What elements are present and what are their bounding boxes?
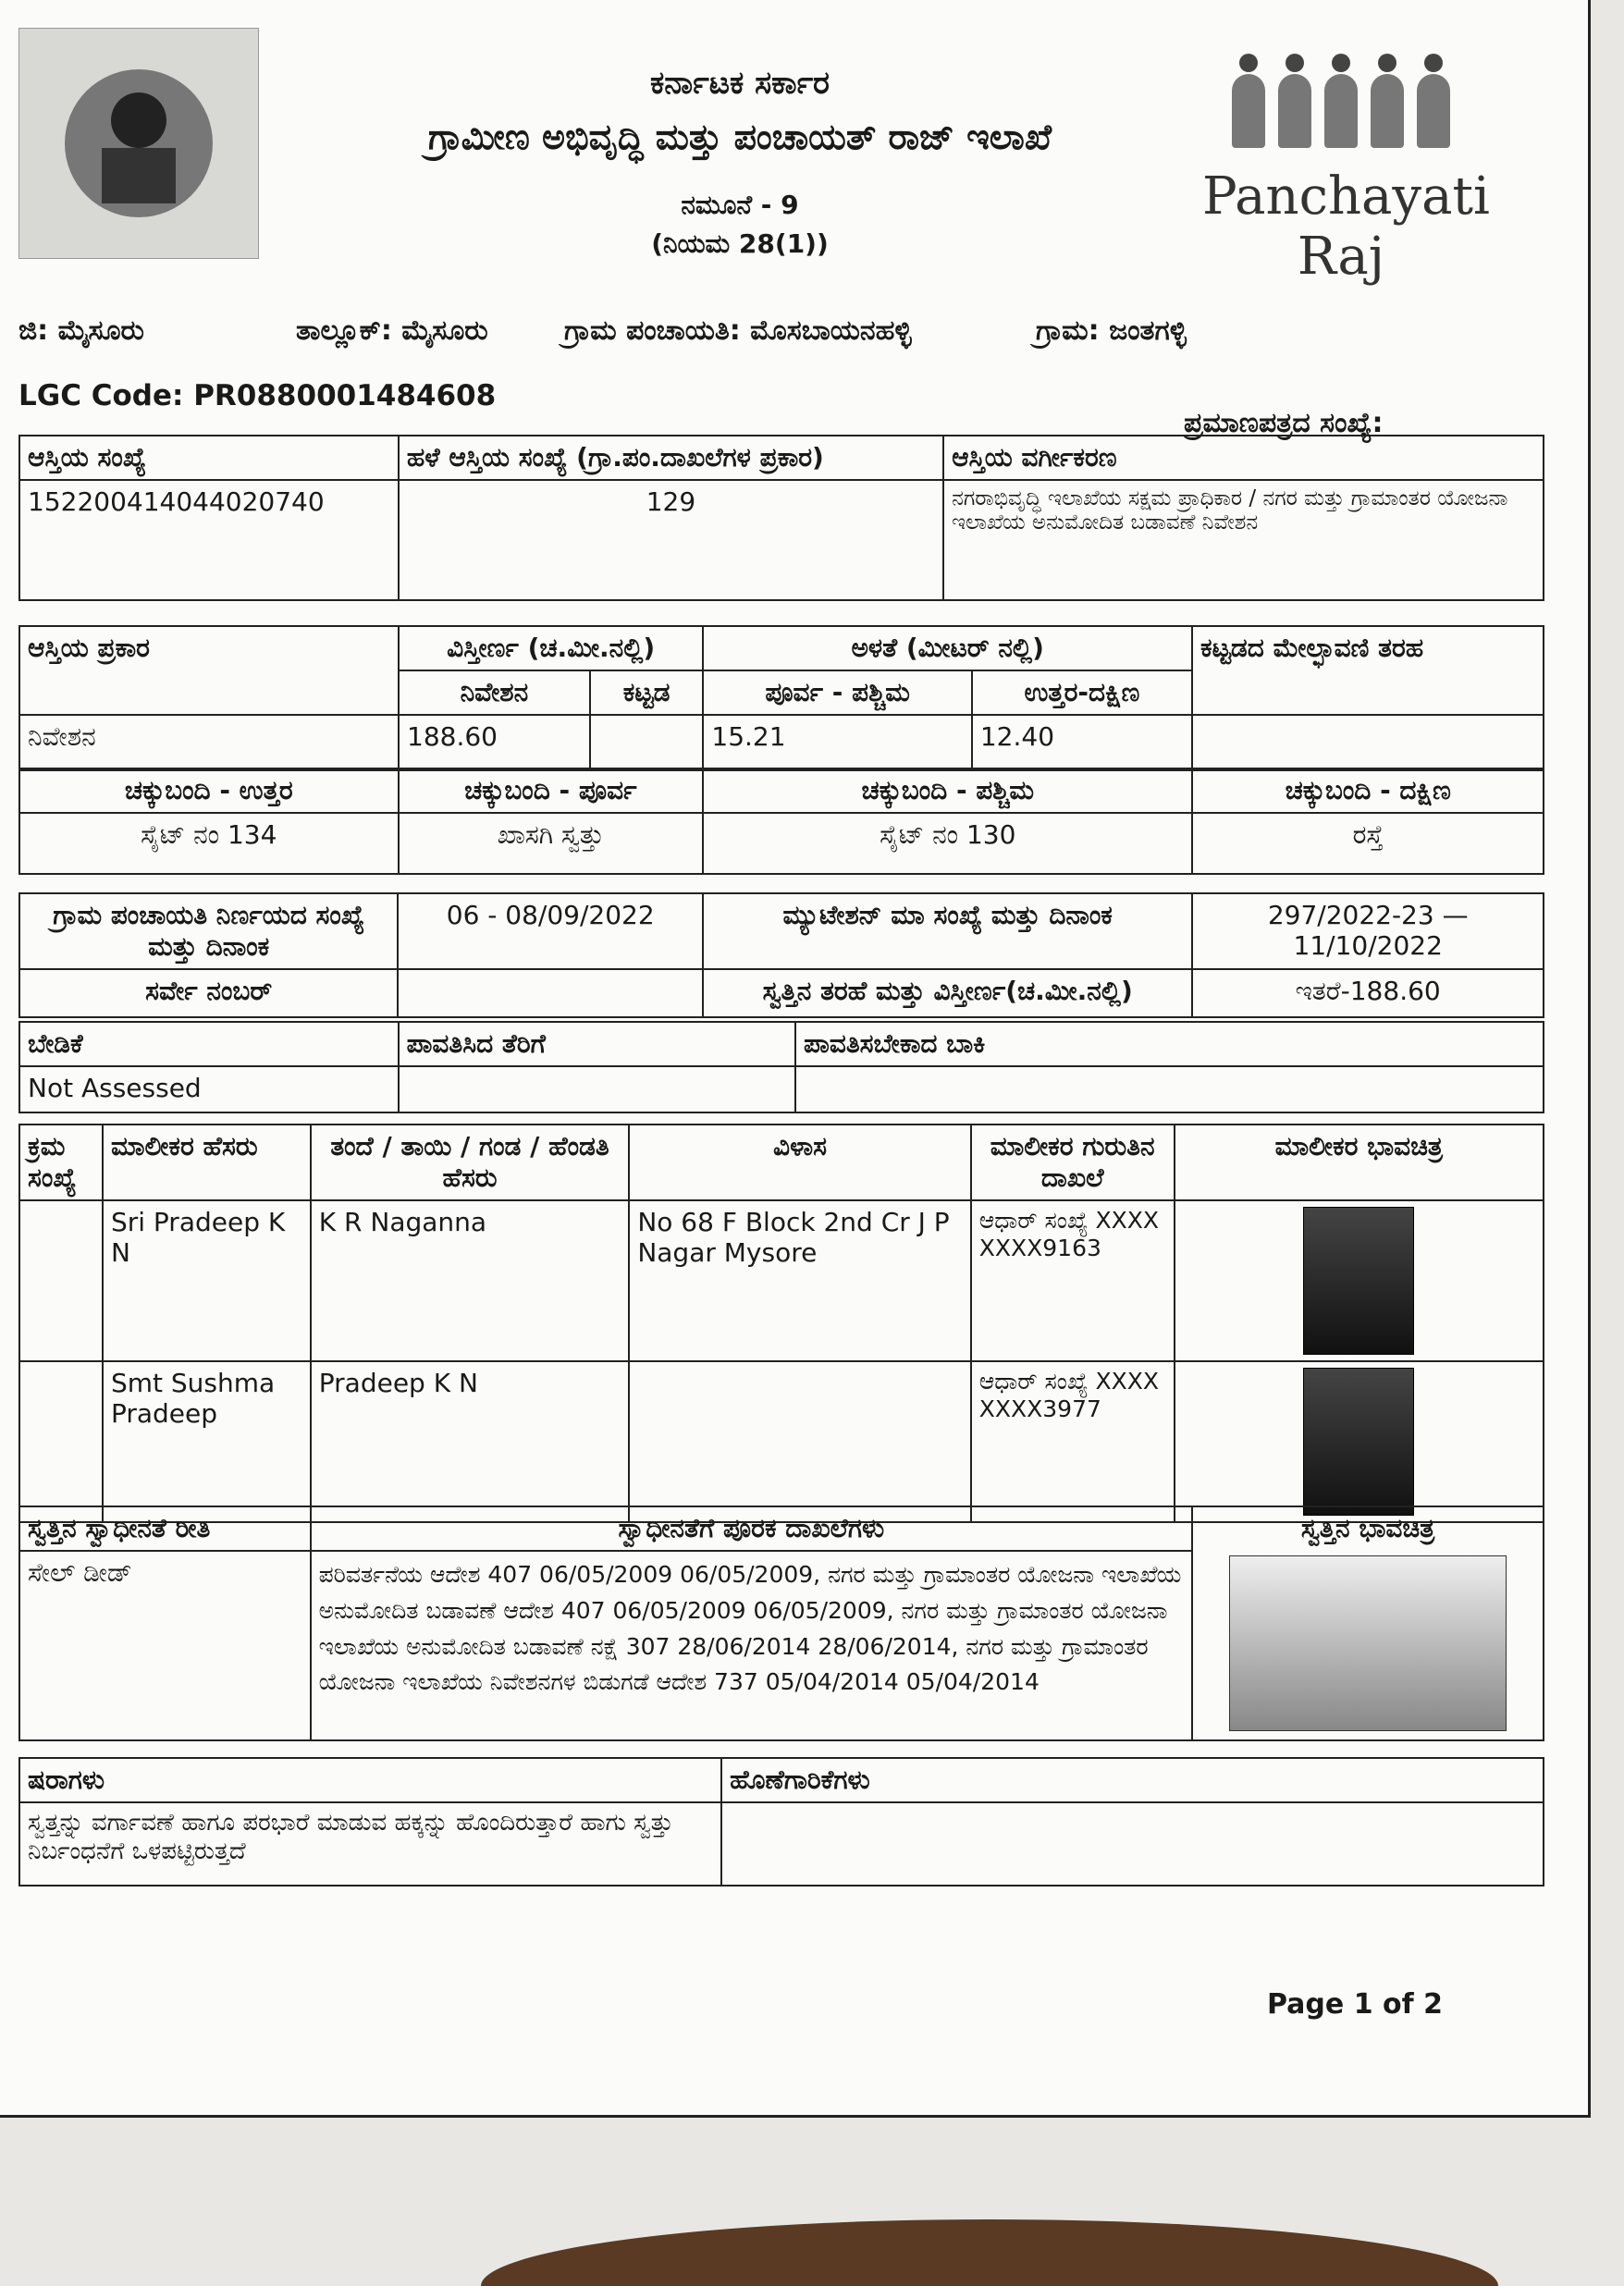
photo-header: ಮಾಲೀಕರ ಭಾವಚಿತ್ರ xyxy=(1175,1125,1544,1200)
old-no-label: ಹಳೆ ಆಸ್ತಿಯ ಸಂಖ್ಯೆ (ಗ್ರಾ.ಪಂ.ದಾಖಲೆಗಳ ಪ್ರಕಾರ) xyxy=(399,436,943,480)
header-title-block xyxy=(370,65,1110,260)
logo-name: Panchayati Raj xyxy=(1202,166,1490,287)
district: ಜಿ: ಮೈಸೂರು xyxy=(18,314,144,347)
paid-tax-label: ಪಾವತಿಸಿದ ತೆರಿಗೆ xyxy=(399,1022,795,1066)
owner-name-header: ಮಾಲೀಕರ ಹೆಸರು xyxy=(103,1125,311,1200)
east-west-label: ಪೂರ್ವ - ಪಶ್ಚಿಮ xyxy=(703,670,971,715)
ownership-method-value: ಸೇಲ್ ಡೀಡ್ xyxy=(19,1551,311,1740)
rule-number: (ನಿಯಮ 28(1)) xyxy=(651,228,829,259)
owner-name: Sri Pradeep K N xyxy=(103,1200,311,1361)
east-boundary: ಖಾಸಗಿ ಸ್ವತ್ತು xyxy=(399,813,704,874)
mutation-label: ಮ್ಯುಟೇಶನ್ ಮಾ ಸಂಖ್ಯೆ ಮತ್ತು ದಿನಾಂಕ xyxy=(703,893,1192,969)
area-table xyxy=(18,625,1544,771)
owners-table xyxy=(18,1124,1544,1523)
area-label: ವಿಸ್ತೀರ್ಣ (ಚ.ಮೀ.ನಲ್ಲಿ) xyxy=(399,626,703,670)
panchayati-raj-logo xyxy=(1202,74,1490,287)
form-number: ನಮೂನೆ - 9 xyxy=(681,190,799,220)
north-south-value: 12.40 xyxy=(972,715,1192,770)
property-no: 152200414044020740 xyxy=(19,480,399,600)
id-header: ಮಾಲೀಕರ ಗುರುತಿನ ದಾಖಲೆ xyxy=(971,1125,1175,1200)
karnataka-emblem xyxy=(18,28,259,259)
emblem-icon xyxy=(42,46,236,240)
resolution-value: 06 - 08/09/2022 xyxy=(398,893,703,969)
property-photo-label: ಸ್ವತ್ತಿನ ಭಾವಚಿತ್ರ xyxy=(1300,1513,1435,1543)
due-label: ಪಾವತಿಸಬೇಕಾದ ಬಾಕಿ xyxy=(795,1022,1544,1066)
property-basic-table xyxy=(18,435,1544,601)
east-boundary-label: ಚಕ್ಕುಬಂದಿ - ಪೂರ್ವ xyxy=(399,768,704,813)
relation-header: ತಂದೆ / ತಾಯಿ / ಗಂಡ / ಹೆಂಡತಿ ಹೆಸರು xyxy=(311,1125,630,1200)
site-label: ನಿವೇಶನ xyxy=(399,670,590,715)
remarks-table xyxy=(18,1757,1544,1887)
taluk: ತಾಲ್ಲೂಕ್: ಮೈಸೂರು xyxy=(296,314,488,347)
south-boundary: ರಸ್ತೆ xyxy=(1192,813,1544,874)
supporting-docs-value: ಪರಿವರ್ತನೆಯ ಆದೇಶ 407 06/05/2009 06/05/2009, ನಗರ ಮತ್ತು ಗ್ರಾಮಾಂತರ ಯೋಜನಾ ಇಲಾಖೆಯ ಅನುಮೋದಿತ ಬಡಾವಣೆ ಆದೇಶ 407 06/05/2009 06/05/2009, ನಗರ ಮತ್ತು ಗ್ರಾಮಾಂತರ ಯೋಜನಾ ಇಲಾಖೆಯ ಅನುಮೋದಿತ ಬಡಾವಣೆ ನಕ್ಷೆ 307 28/06/2014 28/06/2014, ನಗರ ಮತ್ತು ಗ್ರಾಮಾಂತರ ಯೋಜನಾ ಇಲಾಖೆಯ ನಿವೇಶನಗಳ ಬಿಡುಗಡೆ ಆದೇಶ 737 05/04/2014 05/04/2014 xyxy=(311,1551,1193,1740)
roof-label: ಕಟ್ಟಡದ ಮೇಲ್ಛಾವಣಿ ತರಹ xyxy=(1192,626,1544,715)
classification-label: ಆಸ್ತಿಯ ವರ್ಗೀಕರಣ xyxy=(943,436,1544,480)
address-header: ವಿಳಾಸ xyxy=(629,1125,970,1200)
liabilities-label: ಹೊಣೆಗಾರಿಕೆಗಳು xyxy=(721,1758,1544,1802)
classification-value: ನಗರಾಭಿವೃದ್ಧಿ ಇಲಾಖೆಯ ಸಕ್ಷಮ ಪ್ರಾಧಿಕಾರ / ನಗರ ಮತ್ತು ಗ್ರಾಮಾಂತರ ಯೋಜನಾ ಇಲಾಖೆಯ ಅನುಮೋದಿತ ಬಡಾವಣೆ ನಿವೇಶನ xyxy=(943,480,1544,600)
owner-photo xyxy=(1303,1207,1414,1355)
village: ಗ್ರಾಮ: ಜಂತಗಳ್ಳಿ xyxy=(1036,314,1187,347)
people-icon xyxy=(1202,74,1480,148)
remarks-label: ಷರಾಗಳು xyxy=(19,1758,721,1802)
department-title: ಗ್ರಾಮೀಣ ಅಭಿವೃದ್ಧಿ ಮತ್ತು ಪಂಚಾಯತ್ ರಾಜ್ ಇಲಾಖೆ xyxy=(427,117,1052,157)
demand-value: Not Assessed xyxy=(19,1066,399,1112)
owner-row-1 xyxy=(19,1200,1544,1361)
property-photo xyxy=(1229,1555,1507,1731)
site-area-value: 188.60 xyxy=(399,715,590,770)
property-type-value: ನಿವೇಶನ xyxy=(19,715,399,770)
supporting-docs-label: ಸ್ವಾಧೀನತೆಗೆ ಪೂರಕ ದಾಖಲೆಗಳು xyxy=(311,1506,1193,1551)
resolution-label: ಗ್ರಾಮ ಪಂಚಾಯತಿ ನಿರ್ಣಯದ ಸಂಖ್ಯೆ ಮತ್ತು ದಿನಾಂಕ xyxy=(19,893,398,969)
tax-table xyxy=(18,1021,1544,1113)
type-area-value: ಇತರೆ-188.60 xyxy=(1192,969,1544,1017)
east-west-value: 15.21 xyxy=(703,715,971,770)
owner-row-2 xyxy=(19,1361,1544,1522)
owner-address xyxy=(629,1361,970,1522)
west-boundary-label: ಚಕ್ಕುಬಂದಿ - ಪಶ್ಚಿಮ xyxy=(703,768,1192,813)
owner-name: Smt Sushma Pradeep xyxy=(103,1361,311,1522)
south-boundary-label: ಚಕ್ಕುಬಂದಿ - ದಕ್ಷಿಣ xyxy=(1192,768,1544,813)
owner-address: No 68 F Block 2nd Cr J P Nagar Mysore xyxy=(629,1200,970,1361)
type-area-label: ಸ್ವತ್ತಿನ ತರಹೆ ಮತ್ತು ವಿಸ್ತೀರ್ಣ(ಚ.ಮೀ.ನಲ್ಲಿ) xyxy=(703,969,1192,1017)
survey-value xyxy=(398,969,703,1017)
background-object xyxy=(481,2219,1498,2286)
survey-label: ಸರ್ವೇ ನಂಬರ್ xyxy=(19,969,398,1017)
west-boundary: ಸೈಟ್ ನಂ 130 xyxy=(703,813,1192,874)
boundary-table xyxy=(18,768,1544,875)
north-south-label: ಉತ್ತರ-ದಕ್ಷಿಣ xyxy=(972,670,1192,715)
old-property-no: 129 xyxy=(399,480,943,600)
mutation-value: 297/2022-23 — 11/10/2022 xyxy=(1192,893,1544,969)
govt-title: ಕರ್ನಾಟಕ ಸರ್ಕಾರ xyxy=(649,65,830,102)
north-boundary: ಸೈಟ್ ನಂ 134 xyxy=(19,813,399,874)
owner-relation: K R Naganna xyxy=(311,1200,630,1361)
gram-panchayat: ಗ್ರಾಮ ಪಂಚಾಯತಿ: ಮೊಸಬಾಯನಹಳ್ಳಿ xyxy=(564,314,912,347)
owner-id: ಆಧಾರ್ ಸಂಖ್ಯೆ XXXXXXXX9163 xyxy=(971,1200,1175,1361)
building-area-value xyxy=(590,715,704,770)
ownership-table xyxy=(18,1506,1544,1741)
building-label: ಕಟ್ಟಡ xyxy=(590,670,704,715)
owner-id: ಆಧಾರ್ ಸಂಖ್ಯೆ XXXXXXXX3977 xyxy=(971,1361,1175,1522)
property-type-label: ಆಸ್ತಿಯ ಪ್ರಕಾರ xyxy=(19,626,399,715)
property-no-label: ಆಸ್ತಿಯ ಸಂಖ್ಯೆ xyxy=(19,436,399,480)
certificate-label: ಪ್ರಮಾಣಪತ್ರದ ಸಂಖ್ಯೆ: xyxy=(1184,407,1384,439)
roof-value xyxy=(1192,715,1544,770)
remarks-value: ಸ್ವತ್ತನ್ನು ವರ್ಗಾವಣೆ ಹಾಗೂ ಪರಭಾರೆ ಮಾಡುವ ಹಕ್ಕನ್ನು ಹೊಂದಿರುತ್ತಾರೆ ಹಾಗು ಸ್ವತ್ತು ನಿರ್ಬಂಧನೆಗೆ ಒಳಪಟ್ಟಿರುತ್ತದೆ xyxy=(19,1802,721,1886)
owner-photo xyxy=(1303,1368,1414,1516)
lgd-code: LGC Code: PR0880001484608 xyxy=(18,379,497,412)
ownership-method-label: ಸ್ವತ್ತಿನ ಸ್ವಾಧೀನತೆ ರೀತಿ xyxy=(19,1506,311,1551)
demand-label: ಬೇಡಿಕೆ xyxy=(19,1022,399,1066)
property-photo-cell xyxy=(1192,1506,1544,1740)
serial-header: ಕ್ರಮ ಸಂಖ್ಯೆ xyxy=(19,1125,103,1200)
resolution-table xyxy=(18,892,1544,1018)
north-boundary-label: ಚಕ್ಕುಬಂದಿ - ಉತ್ತರ xyxy=(19,768,399,813)
owner-relation: Pradeep K N xyxy=(311,1361,630,1522)
dimension-label: ಅಳತೆ (ಮೀಟರ್ ನಲ್ಲಿ) xyxy=(703,626,1192,670)
page-number: Page 1 of 2 xyxy=(1267,1988,1443,2021)
